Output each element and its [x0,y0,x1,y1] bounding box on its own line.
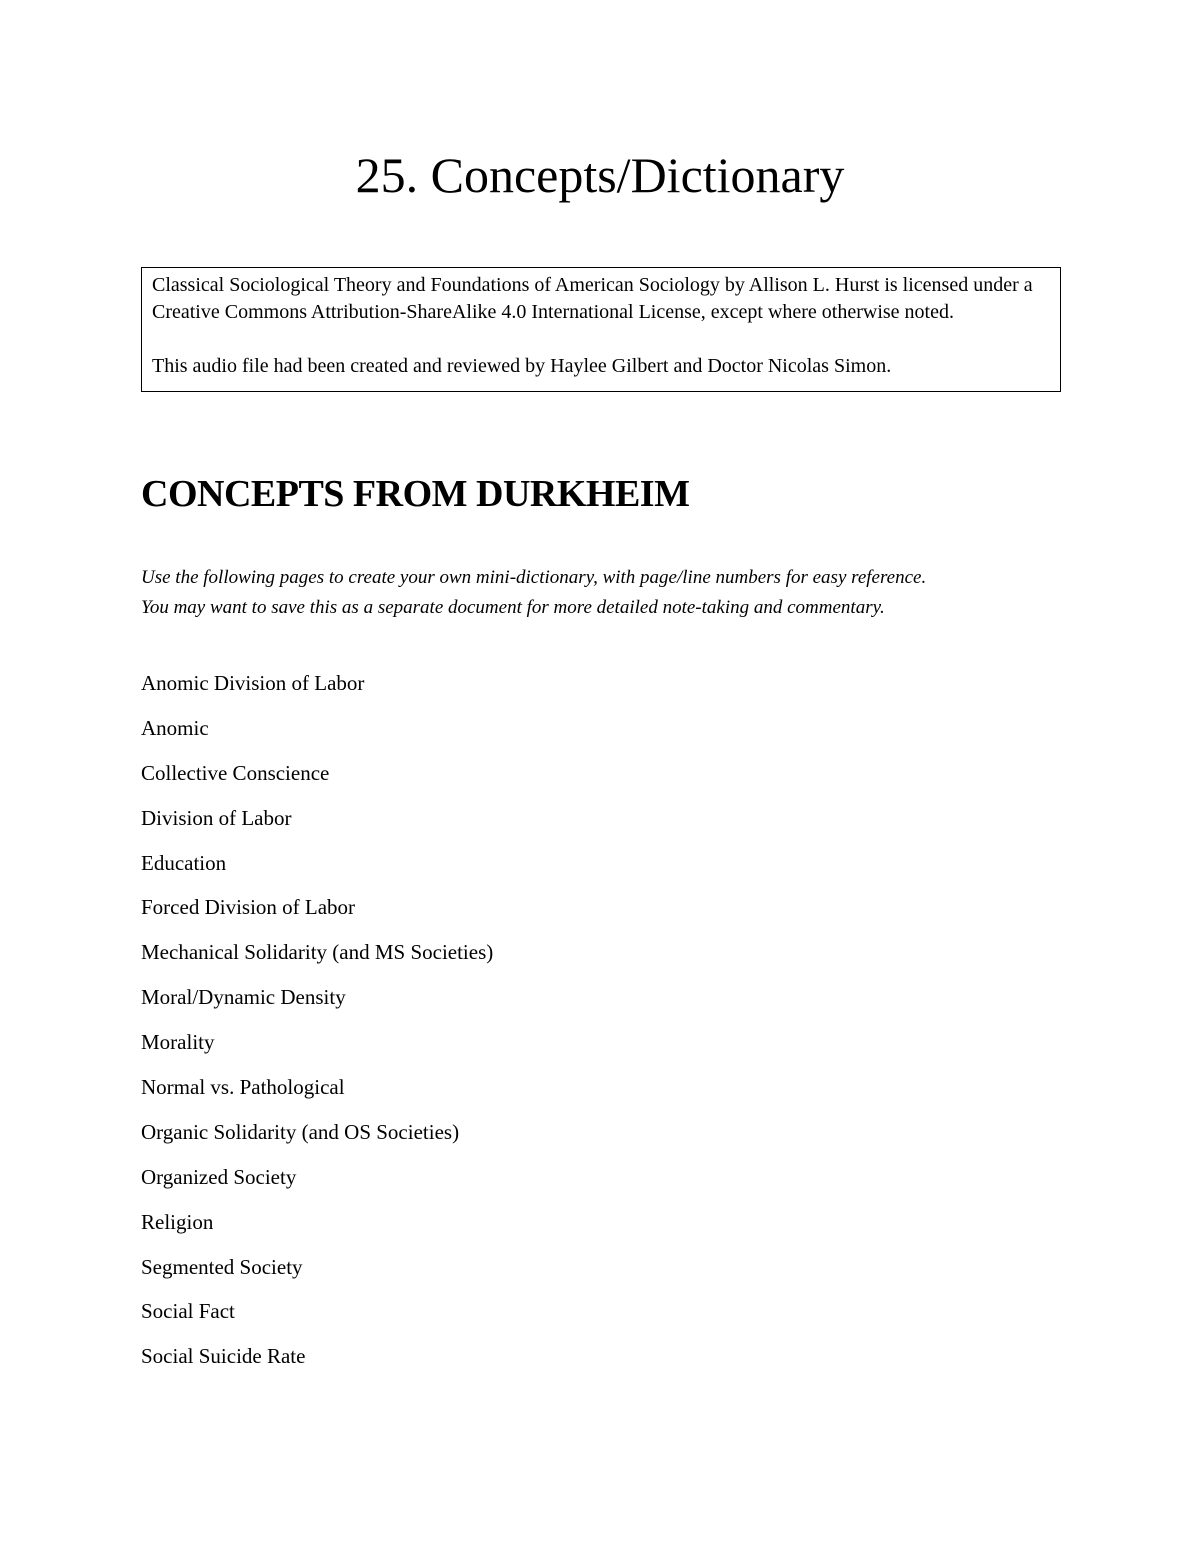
instructions-line-1: Use the following pages to create your own mini-dictionary, with page/line numbers for easy reference. [141,567,927,588]
concept-item: Moral/Dynamic Density [141,985,346,1010]
concept-item: Anomic [141,715,209,740]
concept-item: Division of Labor [141,805,292,830]
concept-item: Organized Society [141,1164,297,1189]
audio-credit-text: This audio file had been created and reviewed by Haylee Gilbert and Doctor Nicolas Simon. [152,355,892,377]
concept-item: Mechanical Solidarity (and MS Societies) [141,940,494,965]
concept-item: Anomic Division of Labor [141,671,365,695]
concept-item: Education [141,850,227,875]
concept-item: Social Fact [141,1299,235,1324]
concept-item: Social Suicide Rate [141,1344,306,1369]
instructions-text [141,563,1081,623]
concept-item: Forced Division of Labor [141,895,356,920]
concept-item: Segmented Society [141,1254,303,1279]
concept-item: Normal vs. Pathological [141,1075,345,1100]
license-notice-box [141,267,1061,392]
concept-item: Organic Solidarity (and OS Societies) [141,1119,460,1144]
license-text: Classical Sociological Theory and Foundations of American Sociology by Allison L. Hurst is licensed under a Creative Commons Attribution-ShareAlike 4.0 International License, except where otherwise noted. [152,274,1033,323]
concept-item: Religion [141,1209,214,1234]
instructions-line-2: You may want to save this as a separate document for more detailed note-taking and commentary. [141,597,885,618]
page-title: 25. Concepts/Dictionary [355,147,845,203]
section-heading: CONCEPTS FROM DURKHEIM [141,473,690,515]
concept-list [141,667,493,1385]
concept-item: Collective Conscience [141,760,330,785]
concept-item: Morality [141,1030,215,1055]
